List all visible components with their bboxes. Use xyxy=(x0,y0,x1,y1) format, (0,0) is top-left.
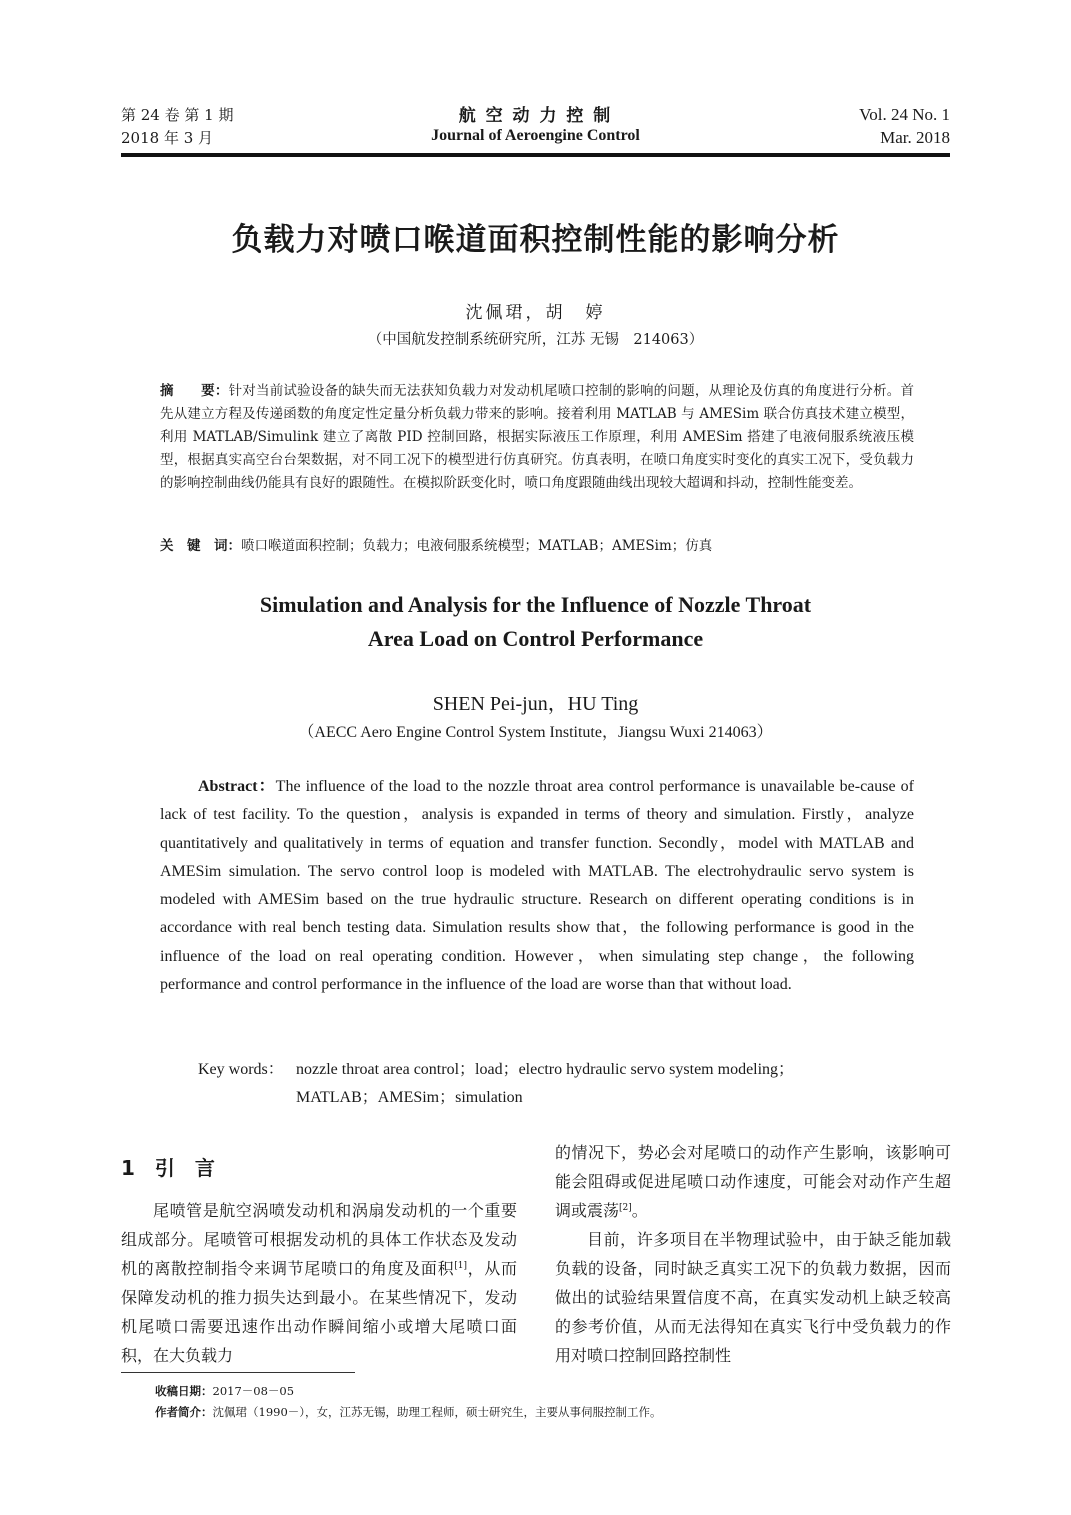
para3: 目前，许多项目在半物理试验中，由于缺乏能加载负载的设备，同时缺乏真实工况下的负载力数据，因而做出的试验结果置信度不高，在真实发动机上缺乏较高的参考价值，从而无法得知在真实飞行中受负载力的作用对喷口控制回路控制性 xyxy=(555,1230,951,1365)
keywords-cn-text: 喷口喉道面积控制；负载力；电液伺服系统模型；MATLAB；AMESim；仿真 xyxy=(241,538,713,554)
authors-en: SHEN Pei-jun，HU Ting xyxy=(432,693,639,715)
body-left-column xyxy=(121,1196,517,1370)
keywords-en-line2: MATLAB；AMESim；simulation xyxy=(296,1089,523,1106)
para1-part2: ，从而保障发动机的推力损失达到最小。在某些情况下，发动机尾喷口需要迅速作出动作瞬间缩小或增大尾喷口面积，在大负载力 xyxy=(121,1259,517,1365)
citation-1: [1] xyxy=(454,1261,467,1271)
keywords-en-line1: nozzle throat area control；load；electro hydraulic servo system modeling； xyxy=(296,1061,795,1078)
para2-part1: 的情况下，势必会对尾喷口的动作产生影响，该影响可能会阻碍或促进尾喷口动作速度，可能会对动作产生超调或震荡 xyxy=(555,1143,951,1220)
abstract-en xyxy=(160,773,914,999)
paper-title-en-line1: Simulation and Analysis for the Influence of Nozzle Throat xyxy=(259,592,812,617)
abstract-cn-text: 针对当前试验设备的缺失而无法获知负载力对发动机尾喷口控制的影响的问题，从理论及仿真的角度进行分析。首先从建立方程及传递函数的角度定性定量分析负载力带来的影响。接着利用 MATLAB 与 AMESim 联合仿真技术建立模型，利用 MATLAB/Simulink 建立了离散 PID 控制回路，根据实际液压工作原理，利用 AMESim 搭建了电液伺服系统液压模型，根据真实高空台台架数据，对不同工况下的模型进行仿真研究。仿真表明，在喷口角度实时变化的真实工况下，受负载力的影响控制曲线仍能具有良好的跟随性。在模拟阶跃变化时，喷口角度跟随曲线出现较大超调和抖动，控制性能变差。 xyxy=(160,383,915,491)
paper-title-en-line2: Area Load on Control Performance xyxy=(367,626,704,651)
received-label: 收稿日期： xyxy=(155,1384,213,1398)
bio-label: 作者简介： xyxy=(155,1405,213,1419)
body-right-column xyxy=(555,1138,951,1370)
authors-cn: 沈佩珺，胡 婷 xyxy=(465,303,606,323)
para2 xyxy=(555,1138,951,1225)
affiliation-cn: （中国航发控制系统研究所，江苏 无锡 214063） xyxy=(367,332,704,348)
received-date: 2017－08－05 xyxy=(212,1384,295,1398)
section-heading: 1 引 言 xyxy=(121,1156,215,1180)
volume-issue-en: Vol. 24 No. 1 xyxy=(859,105,950,124)
footnote-received xyxy=(155,1381,294,1402)
keywords-en-label: Key words： xyxy=(198,1061,284,1078)
para1-part1: 尾喷管是航空涡喷发动机和涡扇发动机的一个重要组成部分。尾喷管可根据发动机的具体工作状态及发动机的离散控制指令来调节尾喷口的角度及面积 xyxy=(121,1201,517,1278)
publication-date: 2018 年 3 月 xyxy=(121,129,214,147)
header-rule xyxy=(121,153,950,157)
keywords-cn xyxy=(160,535,914,558)
publication-date-en: Mar. 2018 xyxy=(880,128,950,147)
bio-text: 沈佩珺（1990－），女，江苏无锡，助理工程师，硕士研究生，主要从事伺服控制工作。 xyxy=(212,1405,662,1419)
abstract-en-label: Abstract： xyxy=(198,778,276,795)
footnote-rule xyxy=(121,1372,355,1373)
footnote-bio xyxy=(155,1402,662,1423)
abstract-cn-label: 摘 要： xyxy=(160,383,229,399)
paper-title-cn: 负载力对喷口喉道面积控制性能的影响分析 xyxy=(231,222,840,258)
affiliation-en: （AECC Aero Engine Control System Institute，Jiangsu Wuxi 214063） xyxy=(298,724,773,741)
journal-name-cn: 航 空 动 力 控 制 xyxy=(458,106,613,126)
abstract-cn xyxy=(160,380,914,495)
abstract-en-text: The influence of the load to the nozzle throat area control performance is unavailable be-cause of lack of test facility. To the question，analysis is expanded in terms of theory and simulation. Firstly，analyze quantitatively and qualitatively in terms of equation and transfer function. Secondly，model with MATLAB and AMESim simulation. The servo control loop is modeled with MATLAB. The electrohydraulic servo system is modeled with AMESim based on the true hydraulic structure. Research on different operating conditions is in accordance with real bench testing data. Simulation results show that，the following performance is good in the influence of the load on real operating condition. However，when simulating step change，the following performance and control performance in the influence of the load are worse than that without load. xyxy=(160,778,914,994)
para2-part2: 。 xyxy=(631,1201,648,1220)
volume-issue: 第 24 卷 第 1 期 xyxy=(121,106,234,124)
journal-name-en: Journal of Aeroengine Control xyxy=(431,127,640,144)
citation-2: [2] xyxy=(619,1203,632,1213)
keywords-cn-label: 关 键 词： xyxy=(160,538,241,554)
